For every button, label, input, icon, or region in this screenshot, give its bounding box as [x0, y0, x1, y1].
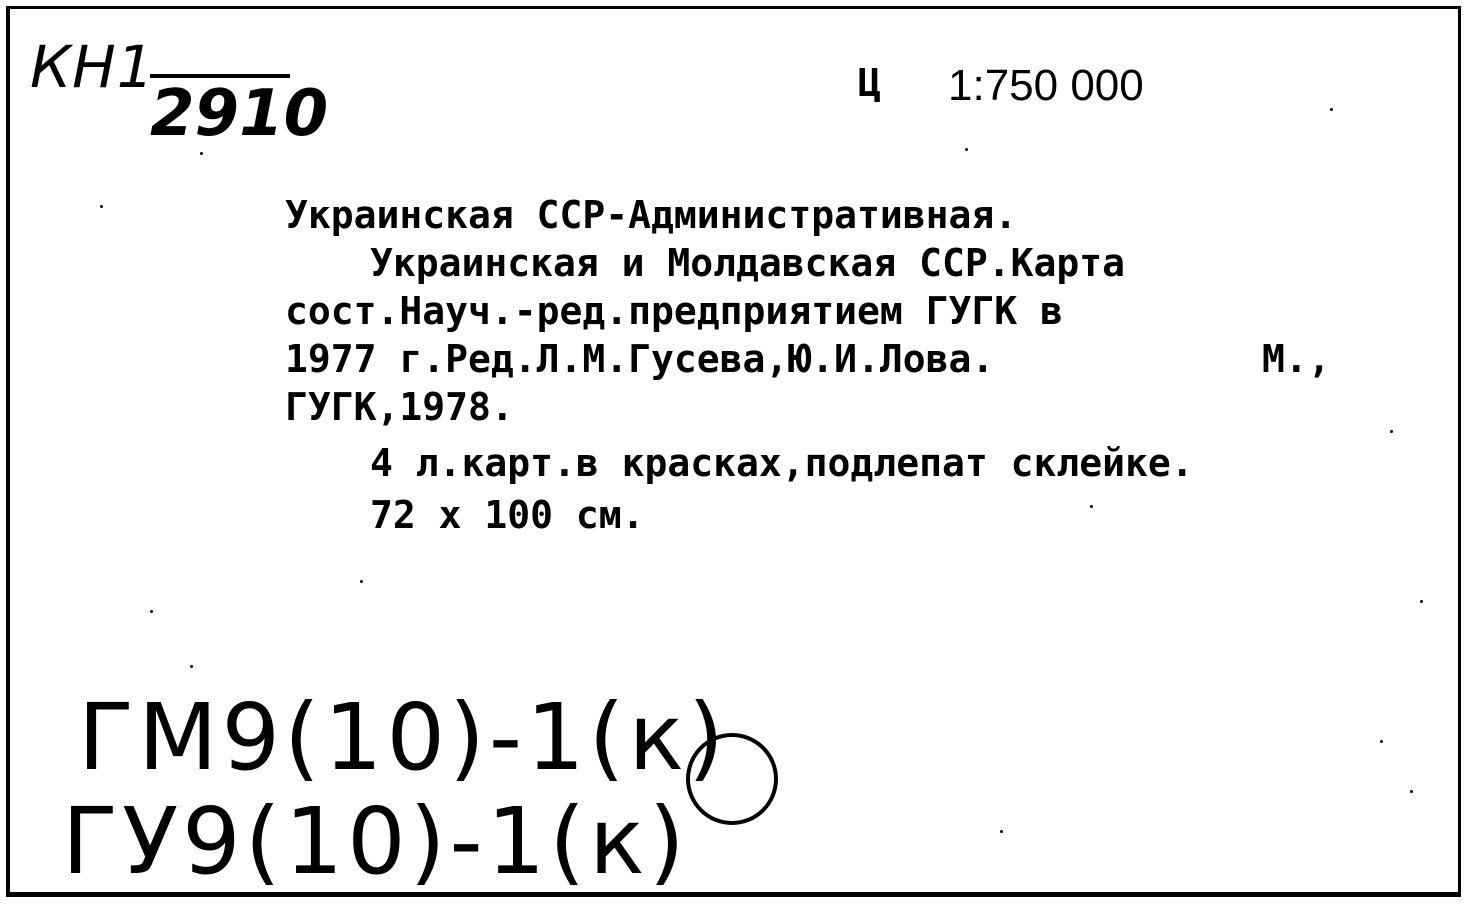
- circle-mark: [686, 733, 778, 825]
- description-line: сост.Науч.-ред.предприятием ГУГК в: [285, 289, 1063, 333]
- speck: [1410, 790, 1413, 793]
- title-line: Украинская ССР-Административная.: [285, 193, 1018, 237]
- publication-place: М.,: [1262, 337, 1331, 381]
- speck: [1090, 505, 1093, 508]
- speck: [360, 580, 363, 583]
- speck: [150, 610, 153, 613]
- dimensions-line: 72 х 100 см.: [370, 493, 645, 537]
- speck: [1420, 600, 1423, 603]
- scale-code: Ц: [858, 61, 881, 105]
- scale-value: 1:750 000: [948, 61, 1144, 110]
- description-line: Украинская и Молдавская ССР.Карта: [370, 241, 1125, 285]
- speck: [965, 148, 968, 151]
- speck: [1380, 740, 1383, 743]
- classification-mark-1: ГМ9(10)-1(к): [78, 684, 728, 791]
- publisher-line: ГУГК,1978.: [285, 385, 514, 429]
- shelf-mark-top: КН1: [30, 33, 155, 101]
- speck: [200, 152, 203, 155]
- shelf-mark-number: 2910: [150, 74, 290, 146]
- physical-description-line: 4 л.карт.в красках,подлепат склейке.: [370, 441, 1194, 485]
- speck: [100, 205, 103, 208]
- classification-mark-2: ГУ9(10)-1(к): [62, 788, 689, 895]
- speck: [1330, 108, 1333, 111]
- speck: [190, 665, 193, 668]
- speck: [1390, 430, 1393, 433]
- description-line: 1977 г.Ред.Л.М.Гусева,Ю.И.Лова.: [285, 337, 995, 381]
- speck: [1000, 830, 1003, 833]
